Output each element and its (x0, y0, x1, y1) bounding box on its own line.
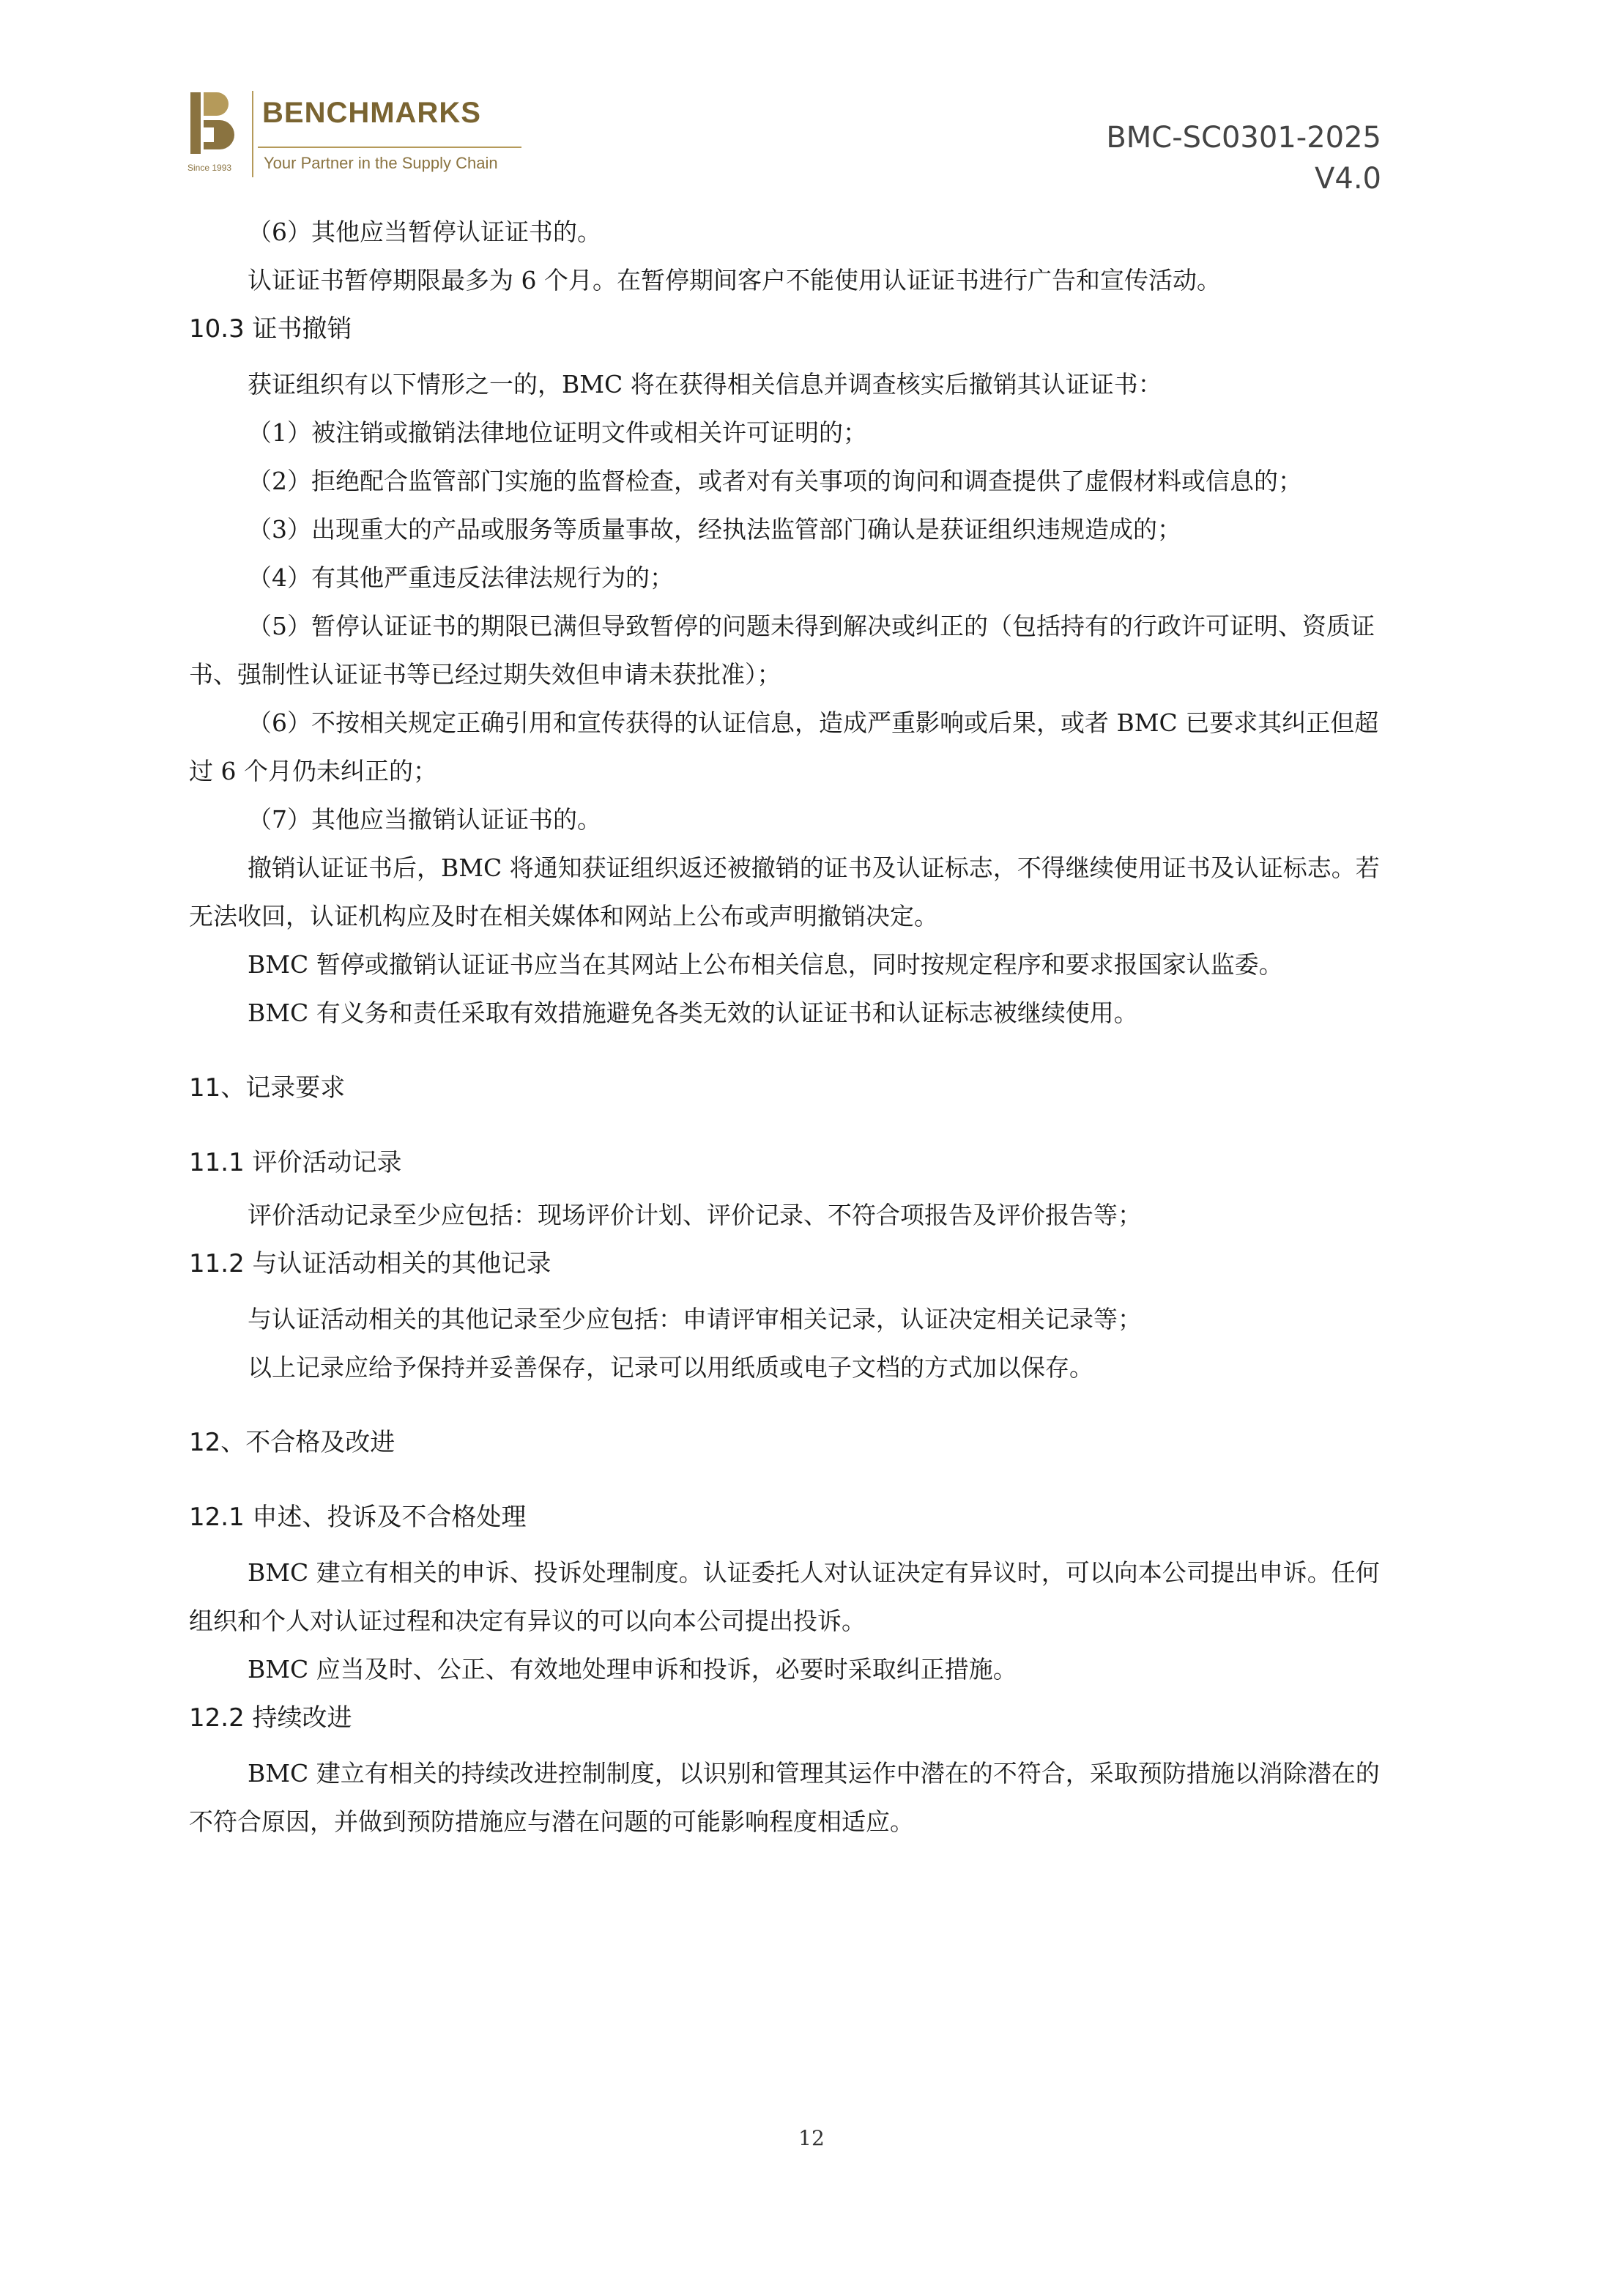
section-heading-11-2: 11.2 与认证活动相关的其他记录 (189, 1249, 551, 1278)
list-item: （1）被注销或撤销法律地位证明文件或相关许可证明的； (248, 418, 867, 447)
logo-mark-icon (187, 89, 234, 157)
list-item: （7）其他应当撤销认证证书的。 (248, 805, 601, 834)
paragraph: 与认证活动相关的其他记录至少应包括：申请评审相关记录，认证决定相关记录等； (248, 1305, 1142, 1333)
paragraph: BMC 有义务和责任采取有效措施避免各类无效的认证证书和认证标志被继续使用。 (248, 999, 1138, 1027)
logo-since: Since 1993 (187, 163, 232, 173)
paragraph: BMC 建立有相关的申诉、投诉处理制度。认证委托人对认证决定有异议时，可以向本公司提出申诉。任何组织和个人对认证过程和决定有异议的可以向本公司提出投诉。 (189, 1558, 1380, 1635)
paragraph: 撤销认证证书后，BMC 将通知获证组织返还被撤销的证书及认证标志，不得继续使用证书及认证标志。若无法收回，认证机构应及时在相关媒体和网站上公布或声明撤销决定。 (189, 853, 1380, 930)
section-heading-11-1: 11.1 评价活动记录 (189, 1148, 402, 1177)
section-heading-11: 11、记录要求 (189, 1073, 346, 1103)
list-item: （5）暂停认证证书的期限已满但导致暂停的问题未得到解决或纠正的（包括持有的行政许可证明、资质证书、强制性认证证书等已经过期失效但申请未获批准）； (189, 612, 1375, 689)
paragraph: 以上记录应给予保持并妥善保存，记录可以用纸质或电子文档的方式加以保存。 (248, 1353, 1093, 1382)
logo-name: BENCHMARKS (262, 97, 481, 129)
document-body (189, 208, 1387, 1846)
page-header (0, 0, 1623, 196)
benchmarks-logo (187, 89, 524, 185)
doc-code: BMC-SC0301-2025 (1106, 121, 1381, 155)
page-number: 12 (798, 2126, 825, 2150)
section-heading-12: 12、不合格及改进 (189, 1428, 395, 1457)
document-id (1106, 117, 1381, 199)
list-item: （2）拒绝配合监管部门实施的监督检查，或者对有关事项的询问和调查提供了虚假材料或信息的； (248, 467, 1302, 495)
paragraph: BMC 应当及时、公正、有效地处理申诉和投诉，必要时采取纠正措施。 (248, 1655, 1017, 1684)
paragraph: BMC 建立有相关的持续改进控制制度，以识别和管理其运作中潜在的不符合，采取预防措施以消除潜在的不符合原因，并做到预防措施应与潜在问题的可能影响程度相适应。 (189, 1759, 1380, 1836)
doc-version: V4.0 (1315, 162, 1381, 196)
paragraph: （6）其他应当暂停认证证书的。 (248, 218, 601, 246)
section-heading-12-1: 12.1 申述、投诉及不合格处理 (189, 1503, 527, 1532)
list-item: （4）有其他严重违反法律法规行为的； (248, 563, 674, 592)
section-heading-10-3: 10.3 证书撤销 (189, 314, 352, 344)
paragraph: 认证证书暂停期限最多为 6 个月。在暂停期间客户不能使用认证证书进行广告和宣传活动。 (248, 266, 1221, 295)
section-heading-12-2: 12.2 持续改进 (189, 1703, 352, 1733)
list-item: （6）不按相关规定正确引用和宣传获得的认证信息，造成严重影响或后果，或者 BMC 已要求其纠正但超过 6 个月仍未纠正的； (189, 708, 1379, 785)
logo-tagline: Your Partner in the Supply Chain (264, 154, 498, 172)
paragraph: 评价活动记录至少应包括：现场评价计划、评价记录、不符合项报告及评价报告等； (248, 1201, 1142, 1229)
logo-underline (258, 147, 521, 148)
paragraph: 获证组织有以下情形之一的，BMC 将在获得相关信息并调查核实后撤销其认证证书： (248, 370, 1162, 399)
logo-divider (252, 91, 253, 177)
paragraph: BMC 暂停或撤销认证证书应当在其网站上公布相关信息，同时按规定程序和要求报国家认监委。 (248, 950, 1283, 979)
list-item: （3）出现重大的产品或服务等质量事故，经执法监管部门确认是获证组织违规造成的； (248, 515, 1181, 544)
